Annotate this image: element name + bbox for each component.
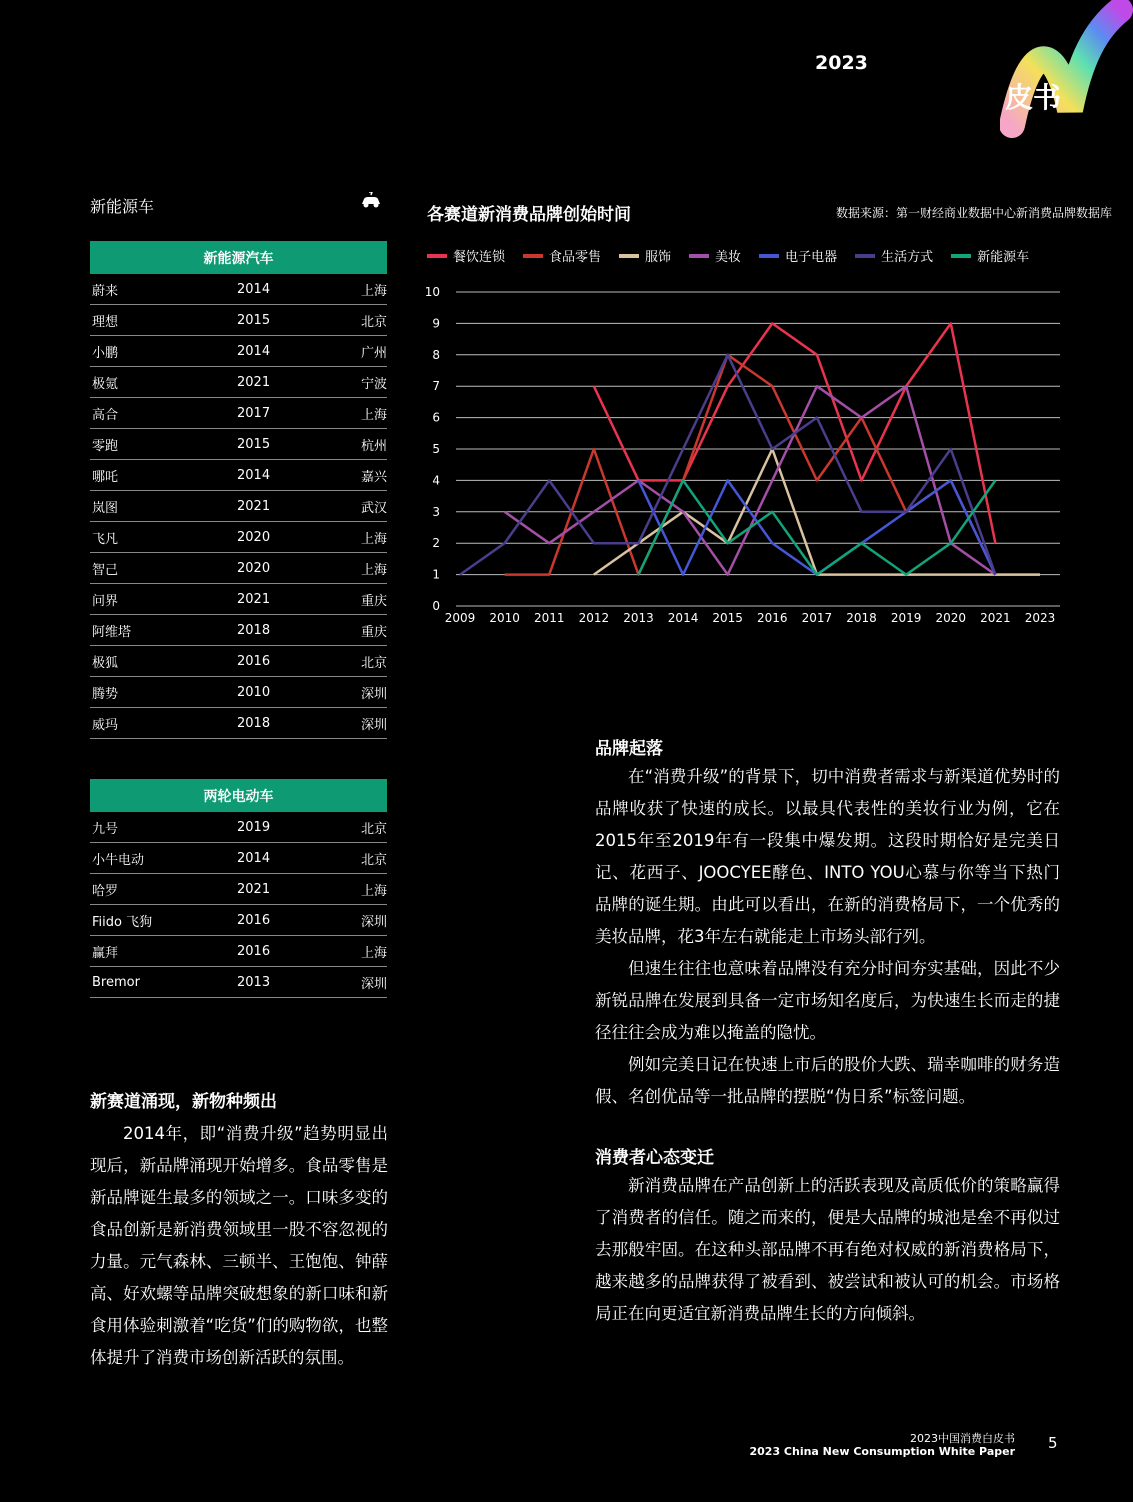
ev-table-title: 新能源汽车	[90, 241, 387, 274]
x-tick-label: 2012	[578, 611, 610, 625]
legend-label: 新能源车	[977, 250, 1030, 265]
founded-year: 2014	[237, 843, 347, 874]
right-heading-consumer-mindset: 消费者心态变迁	[595, 1148, 714, 1168]
table-row	[90, 584, 387, 615]
brand-name: 高合	[90, 398, 237, 429]
table-row	[90, 336, 387, 367]
legend-label: 服饰	[645, 250, 672, 265]
legend-swatch	[523, 254, 543, 258]
x-tick-label: 2023	[1024, 611, 1056, 625]
founded-year: 2019	[237, 812, 347, 843]
chart-title: 各赛道新消费品牌创始时间	[427, 205, 631, 225]
brand-name: 威玛	[90, 708, 237, 739]
brand-city: 嘉兴	[347, 460, 387, 491]
founded-year: 2021	[237, 874, 347, 905]
right-paragraph-3: 例如完美日记在快速上市后的股价大跌、瑞幸咖啡的财务造假、名创优品等一批品牌的摆脱“伪日系”标签问题。	[595, 1055, 1060, 1106]
brand-city: 上海	[347, 874, 387, 905]
brand-city: 宁波	[347, 367, 387, 398]
y-tick-label: 4	[432, 473, 440, 488]
x-tick-label: 2020	[935, 611, 967, 625]
founded-year: 2016	[237, 646, 347, 677]
table-row	[90, 905, 387, 936]
table-row	[90, 677, 387, 708]
table-row	[90, 429, 387, 460]
brand-city: 深圳	[347, 677, 387, 708]
y-tick-label: 5	[432, 442, 440, 456]
founded-year: 2014	[237, 336, 347, 367]
x-tick-label: 2019	[890, 611, 922, 625]
legend-item	[759, 246, 837, 265]
brand-name: 腾势	[90, 677, 237, 708]
brand-name: 智己	[90, 553, 237, 584]
founded-year: 2021	[237, 367, 347, 398]
footer-title-en: 2023 China New Consumption White Paper	[749, 1445, 1015, 1458]
table-row	[90, 491, 387, 522]
right-paragraph-4: 新消费品牌在产品创新上的活跃表现及高质低价的策略赢得了消费者的信任。随之而来的，便是大品牌的城池是垒不再似过去那般牢固。在这种头部品牌不再有绝对权威的新消费格局下，越来越多的品牌获得了被看到、被尝试和被认可的机会。市场格局正在向更适宜新消费品牌生长的方向倾斜。	[595, 1176, 1060, 1323]
table-row	[90, 843, 387, 874]
legend-swatch	[855, 254, 875, 258]
y-tick-label: 2	[432, 536, 440, 551]
legend-item	[427, 246, 505, 265]
legend-label: 美妆	[715, 250, 742, 265]
legend-item	[951, 246, 1029, 265]
right-article	[595, 734, 1060, 1330]
brand-city: 北京	[347, 646, 387, 677]
table-row	[90, 460, 387, 491]
brand-city: 深圳	[347, 708, 387, 739]
brand-city: 深圳	[347, 967, 387, 998]
brand-city: 武汉	[347, 491, 387, 522]
brand-name: 哈罗	[90, 874, 237, 905]
brand-city: 重庆	[347, 584, 387, 615]
y-tick-label: 7	[432, 379, 440, 394]
brand-city: 杭州	[347, 429, 387, 460]
legend-label: 食品零售	[549, 250, 602, 265]
x-tick-label: 2010	[489, 611, 520, 625]
brand-city: 上海	[347, 936, 387, 967]
founded-year: 2015	[237, 429, 347, 460]
table-row	[90, 615, 387, 646]
x-tick-label: 2011	[533, 611, 565, 625]
legend-label: 生活方式	[881, 250, 934, 265]
brand-city: 北京	[347, 812, 387, 843]
brand-city: 北京	[347, 843, 387, 874]
x-tick-label: 2016	[757, 611, 788, 625]
legend-swatch	[619, 254, 639, 258]
right-paragraph-2: 但速生往往也意味着品牌没有充分时间夯实基础，因此不少新锐品牌在发展到具备一定市场知名度后，为快速生长而走的捷径往往会成为难以掩盖的隐忧。	[595, 959, 1060, 1042]
founded-year: 2018	[237, 708, 347, 739]
legend-item	[855, 246, 933, 265]
brand-city: 北京	[347, 305, 387, 336]
founded-year: 2021	[237, 584, 347, 615]
table-row	[90, 874, 387, 905]
legend-swatch	[951, 254, 971, 258]
x-tick-label: 2018	[846, 611, 877, 625]
founded-year: 2014	[237, 274, 347, 305]
brand-name: 极氪	[90, 367, 237, 398]
brand-city: 深圳	[347, 905, 387, 936]
table-row	[90, 553, 387, 584]
table-row	[90, 522, 387, 553]
x-tick-label: 2014	[667, 611, 699, 625]
header-year: 2023	[815, 52, 868, 74]
legend-item	[523, 246, 601, 265]
table-row	[90, 274, 387, 305]
founded-year: 2017	[237, 398, 347, 429]
y-tick-label: 0	[432, 599, 440, 613]
brand-name: 赢拜	[90, 936, 237, 967]
brand-name: 极狐	[90, 646, 237, 677]
ev-brand-table	[90, 241, 387, 739]
brand-name: 问界	[90, 584, 237, 615]
right-paragraph-1: 在“消费升级”的背景下，切中消费者需求与新渠道优势时的品牌收获了快速的成长。以最具代表性的美妆行业为例，它在2015年至2019年有一段集中爆发期。这段时期恰好是完美日记、花西子、JOOCYEE酵色、INTO YOU心慕与你等当下热门品牌的诞生期。由此可以看出，在新的消费格局下，一个优秀的美妆品牌，花3年左右就能走上市场头部行列。	[595, 767, 1060, 946]
ebike-brand-table	[90, 779, 387, 998]
line-chart	[420, 280, 1070, 630]
brand-city: 上海	[347, 274, 387, 305]
founded-year: 2021	[237, 491, 347, 522]
legend-label: 餐饮连锁	[453, 250, 506, 265]
legend-item	[619, 246, 671, 265]
y-tick-label: 3	[432, 504, 440, 519]
founded-year: 2018	[237, 615, 347, 646]
bike-table-title: 两轮电动车	[90, 779, 387, 812]
y-tick-label: 6	[432, 410, 440, 425]
table-row	[90, 367, 387, 398]
founded-year: 2020	[237, 553, 347, 584]
table-row	[90, 936, 387, 967]
brand-name: 零跑	[90, 429, 237, 460]
x-tick-label: 2013	[623, 611, 654, 625]
y-tick-label: 9	[432, 316, 440, 331]
table-row	[90, 967, 387, 998]
table-row	[90, 646, 387, 677]
brand-logo-icon	[1000, 0, 1133, 140]
legend-swatch	[689, 254, 709, 258]
founded-year: 2020	[237, 522, 347, 553]
brand-city: 上海	[347, 553, 387, 584]
y-tick-label: 8	[432, 347, 440, 362]
left-article-paragraph: 2014年，即“消费升级”趋势明显出现后，新品牌涌现开始增多。食品零售是新品牌诞生最多的领域之一。口味多变的食品创新是新消费领域里一股不容忽视的力量。元气森林、三顿半、王饱饱、钟薛高、好欢螺等品牌突破想象的新口味和新食用体验刺激着“吃货”们的购物欲，也整体提升了消费市场创新活跃的氛围。	[90, 1124, 388, 1367]
founded-year: 2016	[237, 936, 347, 967]
brand-name: 岚图	[90, 491, 237, 522]
left-article-heading: 新赛道涌现，新物种频出	[90, 1092, 277, 1112]
brand-name: Bremor	[90, 967, 237, 998]
x-tick-label: 2021	[980, 611, 1011, 625]
brand-name: 九号	[90, 812, 237, 843]
brand-name: 小鹏	[90, 336, 237, 367]
brand-name: 阿维塔	[90, 615, 237, 646]
x-tick-label: 2009	[444, 611, 476, 625]
legend-swatch	[759, 254, 779, 258]
brand-name: 飞凡	[90, 522, 237, 553]
chart-source: 数据来源：第一财经商业数据中心新消费品牌数据库	[836, 206, 1113, 220]
table-row	[90, 305, 387, 336]
legend-label: 电子电器	[785, 250, 838, 265]
brand-city: 重庆	[347, 615, 387, 646]
header-title-fragment: 皮书	[1005, 81, 1062, 114]
page-number: 5	[1048, 1434, 1058, 1452]
section-label: 新能源车	[90, 197, 155, 216]
car-icon	[360, 192, 382, 215]
brand-name: 理想	[90, 305, 237, 336]
brand-name: 哪吒	[90, 460, 237, 491]
footer-title-cn: 2023中国消费白皮书	[910, 1432, 1015, 1445]
series-line	[638, 480, 995, 574]
brand-city: 上海	[347, 398, 387, 429]
right-heading-rise-fall: 品牌起落	[595, 739, 663, 759]
founded-year: 2014	[237, 460, 347, 491]
y-tick-label: 10	[424, 285, 440, 299]
founded-year: 2015	[237, 305, 347, 336]
table-row	[90, 812, 387, 843]
brand-city: 广州	[347, 336, 387, 367]
legend-item	[689, 246, 741, 265]
x-tick-label: 2015	[712, 611, 743, 625]
founded-year: 2013	[237, 967, 347, 998]
brand-city: 上海	[347, 522, 387, 553]
x-tick-label: 2017	[801, 611, 833, 625]
table-row	[90, 708, 387, 739]
chart-legend	[427, 246, 1047, 265]
brand-name: 小牛电动	[90, 843, 237, 874]
founded-year: 2016	[237, 905, 347, 936]
y-tick-label: 1	[432, 567, 440, 582]
legend-swatch	[427, 254, 447, 258]
left-article	[90, 1087, 388, 1374]
table-row	[90, 398, 387, 429]
brand-name: Fiido 飞狗	[90, 905, 237, 936]
brand-name: 蔚来	[90, 274, 237, 305]
founded-year: 2010	[237, 677, 347, 708]
